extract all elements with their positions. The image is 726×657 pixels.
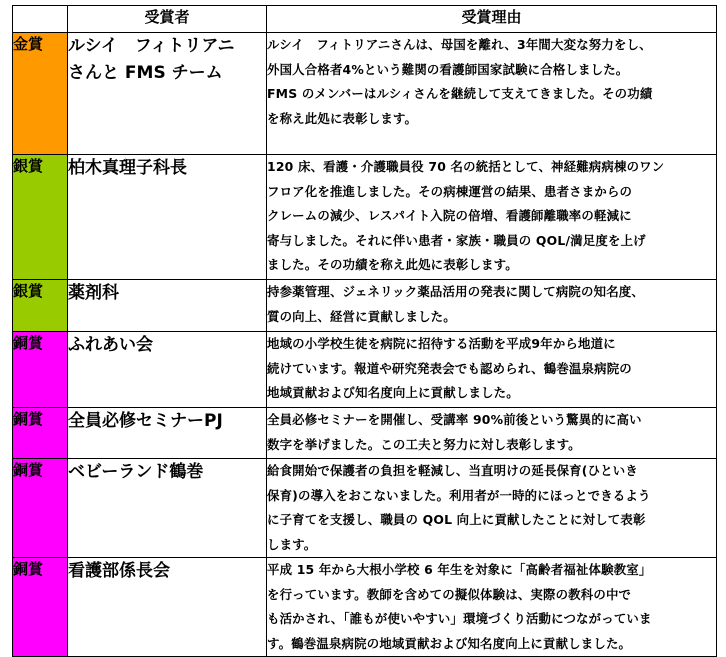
award-reason xyxy=(267,155,717,280)
reason-line: 数字を挙げました。この工夫と努力に対し表彰します。 xyxy=(267,436,581,452)
recipient-name xyxy=(68,408,267,459)
award-level: 銅賞 xyxy=(13,558,68,657)
reason-line: 全員必修セミナーを開催し、受講率 90%前後という驚異的に高い xyxy=(267,412,642,427)
award-reason xyxy=(267,332,717,408)
reason-line: を行っています。教師を含めての擬似体験は、実際の教科の中で xyxy=(267,586,632,602)
reason-line: 質の向上、経営に貢献しました。 xyxy=(267,308,456,324)
recipient-name xyxy=(68,33,267,155)
reason-line: も活かされ、「誰もが使いやすい」環境づくり活動につながっていま xyxy=(267,611,652,626)
award-row xyxy=(13,408,717,459)
reason-line: 地域貢献および知名度向上に貢献しました。 xyxy=(267,385,519,400)
reason-line: FMS のメンバーはルシィさんを継続して支えてきました。その功績 xyxy=(267,86,653,101)
recipient-name xyxy=(68,459,267,558)
award-reason xyxy=(267,558,717,657)
award-row xyxy=(13,280,717,332)
award-level: 銅賞 xyxy=(13,459,68,558)
reason-line: 平成 15 年から大根小学校 6 年生を対象に「高齢者福祉体験教室」 xyxy=(267,562,652,577)
reason-line: ました。その功績を称え此処に表彰します。 xyxy=(267,257,518,272)
recipient-name-line: 柏木真理子科長 xyxy=(68,158,187,178)
reason-line: を称え此処に表彰します。 xyxy=(267,110,418,126)
reason-line: す。鶴巻温泉病院の地域貢献および知名度向上に貢献しました。 xyxy=(267,635,632,651)
reason-line: 給食開始で保護者の負担を軽減し、当直明けの延長保育(ひといき xyxy=(267,463,638,478)
reason-line: クレームの減少、レスパイト入院の倍増、看護師離職率の軽減に xyxy=(267,208,632,223)
recipient-name-line: さんと FMS チーム xyxy=(68,63,223,83)
award-row xyxy=(13,558,717,657)
recipient-name-line: ベビーランド鶴巻 xyxy=(68,462,204,482)
recipient-name-line: 看護部係長会 xyxy=(68,561,170,581)
recipient-name xyxy=(68,280,267,332)
reason-line: に子育てを支援し、職員の QOL 向上に貢献したことに対して表彰 xyxy=(267,512,646,527)
recipient-name-line: 薬剤科 xyxy=(68,283,119,303)
award-level: 銅賞 xyxy=(13,408,68,459)
recipient-name-line: 全員必修セミナーPJ xyxy=(68,411,223,431)
award-reason xyxy=(267,33,717,155)
reason-line: 寄与しました。それに伴い患者・家族・職員の QOL/満足度を上げ xyxy=(267,232,646,248)
recipient-name xyxy=(68,558,267,657)
reason-line: 保育)の導入をおこないました。利用者が一時的にほっとできるよう xyxy=(267,487,651,503)
recipient-name-line: ふれあい会 xyxy=(68,335,153,355)
award-reason xyxy=(267,459,717,558)
header-reason: 受賞理由 xyxy=(267,6,717,33)
reason-line: 120 床、看護・介護職員役 70 名の統括として、神経難病病棟のワン xyxy=(267,159,665,174)
recipient-name xyxy=(68,155,267,280)
reason-line: 持参薬管理、ジェネリック薬品活用の発表に関して病院の知名度、 xyxy=(267,284,644,299)
reason-line: 続けています。報道や研究発表会でも認められ、鶴巻温泉病院の xyxy=(267,360,632,376)
award-level: 銀賞 xyxy=(13,280,68,332)
award-level: 銅賞 xyxy=(13,332,68,408)
reason-line: フロア化を推進しました。その病棟運営の結果、患者さまからの xyxy=(267,183,633,199)
reason-line: ルシイ フィトリアニさんは、母国を離れ、3年間大変な努力をし、 xyxy=(267,37,652,52)
recipient-name-line: ルシイ フィトリアニ xyxy=(68,36,235,56)
header-recipient: 受賞者 xyxy=(68,6,267,33)
award-row xyxy=(13,155,717,280)
award-row xyxy=(13,33,717,155)
award-reason xyxy=(267,408,717,459)
header-award xyxy=(13,6,68,33)
award-level: 銀賞 xyxy=(13,155,68,280)
award-reason xyxy=(267,280,717,332)
reason-line: します。 xyxy=(267,536,317,552)
award-level: 金賞 xyxy=(13,33,68,155)
award-row xyxy=(13,459,717,558)
reason-line: 外国人合格者4%という難関の看護師国家試験に合格しました。 xyxy=(267,61,629,77)
header-row xyxy=(13,6,717,33)
recipient-name xyxy=(68,332,267,408)
award-row xyxy=(13,332,717,408)
reason-line: 地域の小学校生徒を病院に招待する活動を平成9年から地道に xyxy=(267,336,616,351)
awards-table xyxy=(12,5,717,657)
